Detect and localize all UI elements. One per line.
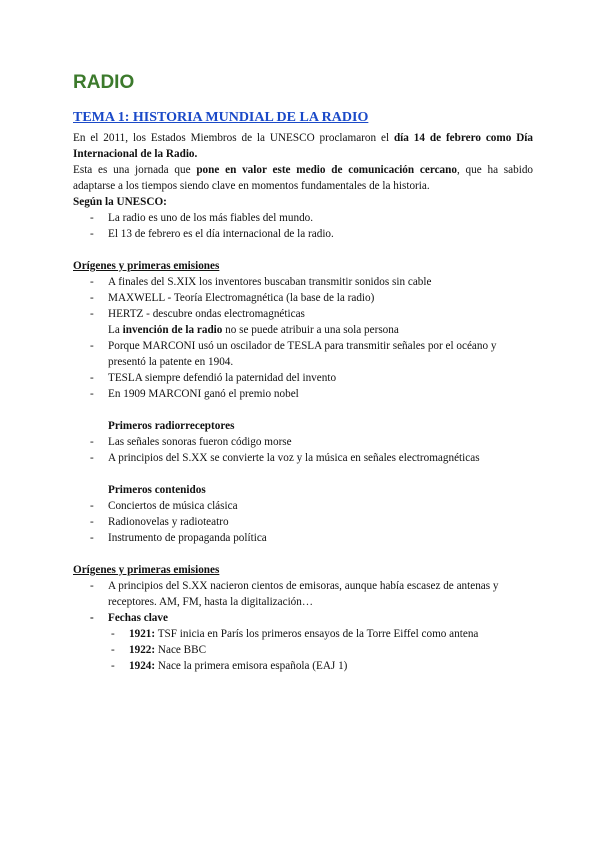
- doc-title: RADIO: [73, 72, 135, 93]
- note-bold: invención de la radio: [122, 324, 223, 336]
- receivers-list: [73, 434, 533, 466]
- intro-text: Esta es una jornada que: [73, 164, 197, 176]
- list-item: - En 1909 MARCONI ganó el premio nobel: [73, 386, 533, 402]
- list-item: [73, 306, 533, 338]
- origins2-list: [73, 578, 533, 626]
- intro-text: , que ha sabido adaptarse a los tiempos siendo clave en momentos fundamentales de la historia.: [73, 164, 534, 192]
- intro-bold-value: pone en valor este medio de comunicación cercano: [196, 164, 457, 176]
- dates-list: [73, 626, 533, 674]
- date-item: [73, 642, 533, 658]
- list-item: - A principios del S.XX se convierte la voz y la música en señales electromagnéticas: [73, 450, 533, 466]
- list-item: - MAXWELL - Teoría Electromagnética (la base de la radio): [73, 290, 533, 306]
- date-year: 1921:: [129, 628, 156, 640]
- unesco-heading: Según la UNESCO:: [73, 196, 167, 208]
- list-item: - Porque MARCONI usó un oscilador de TESLA para transmitir señales por el océano y presentó la patente en 1904.: [73, 338, 533, 370]
- dates-heading: - Fechas clave: [73, 610, 533, 626]
- date-year: 1924:: [129, 660, 156, 672]
- note-text: no se puede atribuir a una sola persona: [222, 324, 399, 336]
- list-item: - Conciertos de música clásica: [73, 498, 533, 514]
- list-item: - A finales del S.XIX los inventores buscaban transmitir sonidos sin cable: [73, 274, 533, 290]
- intro-bold-date: día 14 de febrero como Día Internacional de la Radio.: [73, 132, 533, 160]
- date-text: Nace la primera emisora española (EAJ 1): [155, 660, 348, 672]
- origins-heading: Orígenes y primeras emisiones: [73, 260, 220, 272]
- section-heading-historia: TEMA 1: HISTORIA MUNDIAL DE LA RADIO: [73, 110, 369, 125]
- document-body: [73, 130, 533, 674]
- date-item: [73, 658, 533, 674]
- list-item: - La radio es uno de los más fiables del mundo.: [73, 210, 533, 226]
- list-item: - A principios del S.XX nacieron cientos de emisoras, aunque había escasez de antenas y receptores. AM, FM, hasta la digitalización…: [73, 578, 533, 610]
- intro-paragraph-1: [73, 130, 533, 162]
- list-item: - El 13 de febrero es el día internacional de la radio.: [73, 226, 533, 242]
- intro-text: En el 2011, los Estados Miembros de la UNESCO proclamaron el: [73, 132, 394, 144]
- list-item: - Instrumento de propaganda política: [73, 530, 533, 546]
- date-text: Nace BBC: [155, 644, 207, 656]
- unesco-list: [73, 210, 533, 242]
- note-text: La: [108, 324, 123, 336]
- intro-paragraph-2: [73, 162, 533, 194]
- list-item: - Las señales sonoras fueron código morse: [73, 434, 533, 450]
- list-item: - Radionovelas y radioteatro: [73, 514, 533, 530]
- date-text: TSF inicia en París los primeros ensayos de la Torre Eiffel como antena: [155, 628, 479, 640]
- origins-list: [73, 274, 533, 402]
- receivers-heading: Primeros radiorreceptores: [108, 420, 235, 432]
- origins2-heading: Orígenes y primeras emisiones: [73, 564, 220, 576]
- list-item: - TESLA siempre defendió la paternidad del invento: [73, 370, 533, 386]
- date-year: 1922:: [129, 644, 156, 656]
- contents-heading: Primeros contenidos: [108, 484, 206, 496]
- date-item: [73, 626, 533, 642]
- list-item-text: HERTZ - descubre ondas electromagnéticas: [108, 308, 305, 320]
- contents-list: [73, 498, 533, 546]
